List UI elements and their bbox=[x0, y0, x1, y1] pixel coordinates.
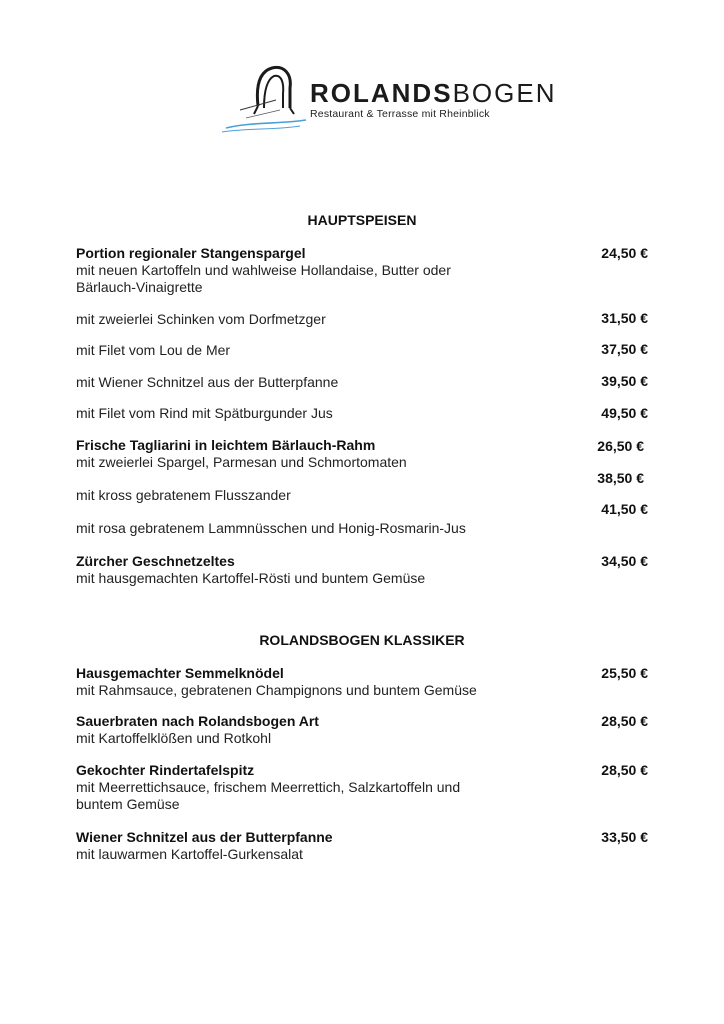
menu-item bbox=[76, 520, 651, 537]
section-title-hauptspeisen: HAUPTSPEISEN bbox=[307, 212, 417, 228]
item-price: 38,50 € bbox=[597, 470, 644, 486]
item-price: 33,50 € bbox=[601, 829, 648, 845]
item-description: mit zweierlei Schinken vom Dorfmetzger bbox=[76, 311, 326, 327]
item-name: Frische Tagliarini in leichtem Bärlauch-Rahm bbox=[76, 437, 376, 453]
item-price: 26,50 € bbox=[597, 438, 644, 454]
brand-text bbox=[310, 80, 556, 120]
item-name: Wiener Schnitzel aus der Butterpfanne bbox=[76, 829, 333, 845]
item-description: mit Rahmsauce, gebratenen Champignons und buntem Gemüse bbox=[76, 682, 477, 698]
item-price: 39,50 € bbox=[601, 373, 648, 389]
item-price: 28,50 € bbox=[601, 762, 648, 778]
menu-item bbox=[76, 311, 651, 328]
arch-logo-icon bbox=[220, 62, 310, 138]
item-name: Gekochter Rindertafelspitz bbox=[76, 762, 255, 778]
item-price: 34,50 € bbox=[601, 553, 648, 569]
item-description: mit Kartoffelklößen und Rotkohl bbox=[76, 730, 272, 746]
restaurant-logo bbox=[220, 62, 557, 140]
item-description: mit lauwarmen Kartoffel-Gurkensalat bbox=[76, 846, 303, 862]
item-description: mit Wiener Schnitzel aus der Butterpfanne bbox=[76, 374, 339, 390]
brand-name-light: BOGEN bbox=[452, 78, 557, 108]
item-name: Hausgemachter Semmelknödel bbox=[76, 665, 284, 681]
item-description: mit Filet vom Rind mit Spätburgunder Jus bbox=[76, 405, 333, 421]
brand-name bbox=[310, 80, 556, 106]
menu-item bbox=[76, 245, 651, 296]
item-price: 49,50 € bbox=[601, 405, 648, 421]
menu-item bbox=[76, 829, 651, 863]
item-price: 25,50 € bbox=[601, 665, 648, 681]
menu-item bbox=[76, 342, 651, 359]
menu-item bbox=[76, 665, 651, 699]
menu-item bbox=[76, 713, 651, 747]
menu-item bbox=[76, 437, 651, 471]
menu-item bbox=[76, 553, 651, 587]
item-name: Portion regionaler Stangenspargel bbox=[76, 245, 306, 261]
item-name: Sauerbraten nach Rolandsbogen Art bbox=[76, 713, 319, 729]
menu-item bbox=[76, 487, 651, 504]
menu-item bbox=[76, 405, 651, 422]
item-description: mit Filet vom Lou de Mer bbox=[76, 342, 231, 358]
brand-name-bold: ROLANDS bbox=[310, 78, 453, 108]
item-name: Zürcher Geschnetzeltes bbox=[76, 553, 235, 569]
menu-item bbox=[76, 374, 651, 391]
item-price: 28,50 € bbox=[601, 713, 648, 729]
item-price: 24,50 € bbox=[601, 245, 648, 261]
item-description: mit kross gebratenem Flusszander bbox=[76, 487, 291, 503]
brand-tagline: Restaurant & Terrasse mit Rheinblick bbox=[310, 108, 490, 120]
item-description: mit Meerrettichsauce, frischem Meerrettich, Salzkartoffeln und buntem Gemüse bbox=[76, 779, 461, 812]
item-description: mit rosa gebratenem Lammnüsschen und Honig-Rosmarin-Jus bbox=[76, 520, 466, 536]
item-price: 41,50 € bbox=[601, 501, 648, 517]
item-description: mit hausgemachten Kartoffel-Rösti und buntem Gemüse bbox=[76, 570, 426, 586]
item-description: mit neuen Kartoffeln und wahlweise Hollandaise, Butter oder Bärlauch-Vinaigrette bbox=[76, 262, 451, 295]
item-price: 31,50 € bbox=[601, 310, 648, 326]
menu-item bbox=[76, 762, 651, 813]
section-title-klassiker: ROLANDSBOGEN KLASSIKER bbox=[259, 632, 465, 648]
item-description: mit zweierlei Spargel, Parmesan und Schmortomaten bbox=[76, 454, 407, 470]
item-price: 37,50 € bbox=[601, 341, 648, 357]
